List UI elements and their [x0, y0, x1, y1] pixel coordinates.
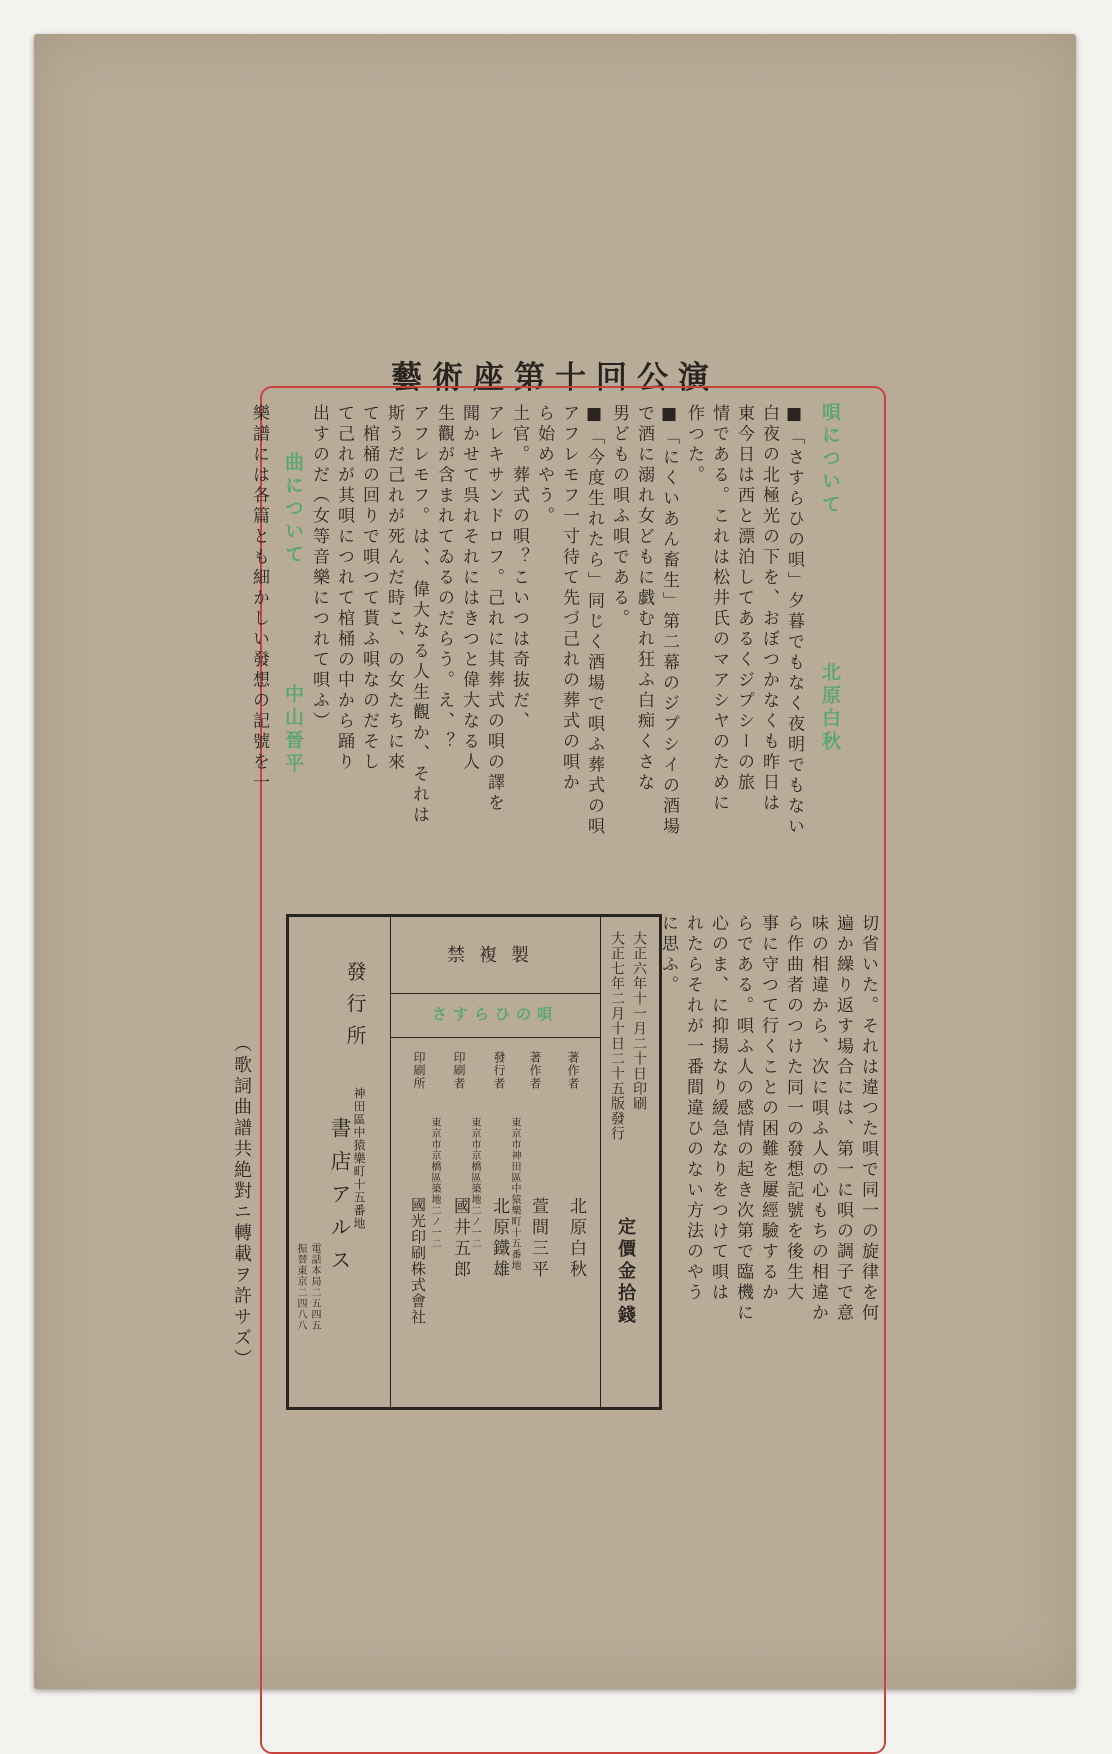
text-column: らである。唄ふ人の感情の起き次第で臨機に	[733, 914, 753, 1324]
colophon-divider	[390, 1037, 600, 1038]
text-column: アフレモフ。は、、偉大なる人生觀か、それは	[409, 404, 429, 826]
text-column: 作つた。	[684, 404, 704, 486]
publisher-name: 北原鐵雄	[489, 1197, 509, 1281]
text-column: 東今日は西と漂泊してあるくジプシーの旅	[734, 404, 754, 794]
music-section-text	[658, 914, 880, 1394]
text-column: 斯うだ己れが死んだ時こ、の女たちに來	[384, 404, 404, 773]
text-column: 情である。これは松井氏のマアシヤのために	[709, 404, 729, 814]
printer-role: 印刷者	[452, 1051, 466, 1090]
publisher-address: 東京市神田區中猿樂町十五番地	[509, 1117, 520, 1271]
print-house-name: 國光印刷株式會社	[409, 1197, 427, 1325]
text-column: 遍か繰り返す場合には、第一に唄の調子で意	[833, 914, 853, 1324]
lyricist-role: 著作者	[566, 1051, 580, 1090]
lyricist-name: 北原白秋	[566, 1197, 586, 1281]
text-column: 事に守つて行くことの困難を屢經驗するか	[758, 914, 778, 1304]
text-column: 聞かせて呉れそれにはきつと偉大なる人	[459, 404, 479, 773]
song-section-text	[306, 404, 806, 894]
text-column: に思ふ。	[658, 914, 678, 996]
text-column: ら作曲者のつけた同一の發想記號を後生大	[783, 914, 803, 1304]
issuer-phone: 電話本局二五四五	[309, 1243, 320, 1331]
book-title: さすらひの唄	[431, 1005, 558, 1023]
text-column: れたらそれが一番間違ひのない方法のやう	[683, 914, 703, 1304]
text-column: アレキサンドロフ。己れに其葬式の唄の譯を	[484, 404, 504, 814]
text-column: 味の相違から、次に唄ふ人の心もちの相違か	[808, 914, 828, 1324]
text-column: 男どもの唄ふ唄である。	[609, 404, 629, 630]
publisher-role: 發行者	[492, 1051, 506, 1090]
text-column: ら始めやう。	[534, 404, 554, 527]
print-house-address: 東京市京橋區築地二ノ一二	[429, 1117, 440, 1249]
price: 定價金拾錢	[615, 1217, 636, 1327]
music-section-first-column: 樂譜には各篇とも細かしい發想の記號を一	[249, 404, 269, 794]
colophon-box	[286, 914, 662, 1410]
composer-role: 著作者	[528, 1051, 542, 1090]
music-section-heading: 曲について	[282, 452, 304, 567]
booklet-back-cover	[34, 34, 1076, 1689]
issuer-account: 振替東京二四八八	[295, 1243, 306, 1331]
text-column: 土官。葬式の唄？こいつは奇抜だ、	[509, 404, 529, 732]
text-column: ■「にくいあん畜生」第二幕のジプシイの酒場	[659, 404, 679, 838]
page-title: 藝術座第十回公演	[391, 360, 719, 396]
music-section-author: 中山晉平	[282, 684, 304, 776]
reproduction-prohibited: 禁複製	[447, 945, 543, 966]
colophon-divider	[390, 917, 391, 1407]
printer-address: 東京市京橋區築地二ノ一二	[469, 1117, 480, 1249]
text-column: アフレモフ一寸待て先づ己れの葬式の唄か	[559, 404, 579, 794]
text-column: 心のま、に抑揚なり緩急なりをつけて唄は	[708, 914, 728, 1304]
text-column: ■「今度生れたら」同じく酒場で唄ふ葬式の唄	[584, 404, 604, 838]
issuer-name: 書店アルス	[328, 1117, 352, 1282]
issuer-label: 發行所	[343, 961, 367, 1057]
text-column: 出すのだ（女等音樂につれて唄ふ）	[309, 404, 329, 732]
colophon-divider	[600, 917, 601, 1407]
text-column: て己れが其唄につれて棺桶の中から踊り	[334, 404, 354, 773]
print-date: 大正六年十一月二十日印刷	[631, 931, 647, 1111]
publication-date: 大正七年二月十日二十五版發行	[609, 931, 625, 1141]
colophon-divider	[390, 993, 600, 994]
text-column: 切省いた。それは違つた唄で同一の旋律を何	[858, 914, 878, 1324]
text-column: ■「さすらひの唄」夕暮でもなく夜明でもない	[784, 404, 804, 838]
text-column: 白夜の北極光の下を、おぼつかなくも昨日は	[759, 404, 779, 814]
copyright-note: （歌詞曲譜共絶對ニ轉載ヲ許サズ）	[231, 1034, 252, 1370]
composer-name: 萱間三平	[528, 1197, 548, 1281]
song-section-author: 北原白秋	[819, 662, 841, 754]
issuer-address: 神田區中猿樂町十五番地	[352, 1087, 366, 1230]
printer-name: 國井五郎	[450, 1197, 470, 1281]
text-column: 生觀が含まれてゐるのだらう。え、？	[434, 404, 454, 753]
print-house-role: 印刷所	[412, 1051, 426, 1090]
text-column: て棺桶の回りで唄つて貰ふ唄なのだそし	[359, 404, 379, 773]
text-column: で酒に溺れ女どもに戯むれ狂ふ白痴くさな	[634, 404, 654, 794]
song-section-heading: 唄について	[819, 402, 841, 517]
